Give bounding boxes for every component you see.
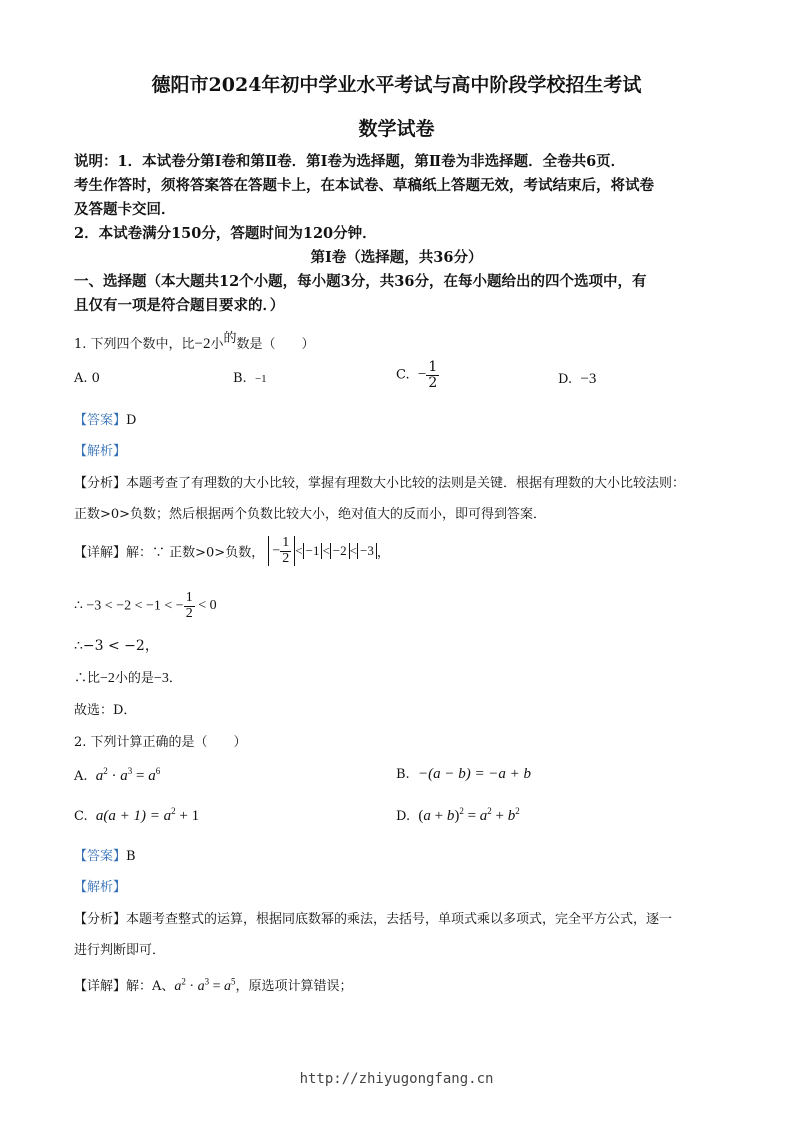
q2-option-c: C. $a(a + 1) = a^2 + 1$ <box>74 806 200 824</box>
q1-fenxi-line-2: 正数>0>负数；然后根据两个负数比较大小，绝对值大的反而小，即可得到答案． <box>74 507 547 522</box>
q2-fenxi-line-1: 【分析】本题考查整式的运算，根据同底数幂的乘法，去括号，单项式乘以多项式，完全平方公式，逐一 <box>74 912 673 927</box>
q2-detail: 【详解】解：A、$a^2 \cdot a^3 = a^5$，原选项计算错误； <box>74 976 353 994</box>
q1-therefore-3: ∴比−2小的是−3． <box>74 671 182 686</box>
q2-answer: 【答案】B <box>74 849 136 864</box>
q1-therefore-2: ∴−3 < −2， <box>74 638 159 654</box>
instruction-line-2: 考生作答时，须将答案答在答题卡上，在本试卷、草稿纸上答题无效，考试结束后，将试卷 <box>74 177 654 194</box>
q2-option-a: A. $a^2 \cdot a^3 = a^6$ <box>74 766 161 784</box>
exam-title: 德阳市2024年初中学业水平考试与高中阶段学校招生考试 <box>151 74 642 96</box>
q1-detail: 【详解】解：∵ 正数>0>负数， − $\frac{1}{2}$ < −1 < −2 < −3 ， <box>74 535 390 566</box>
footer-url[interactable]: http://zhiyugongfang.cn <box>299 1071 494 1087</box>
q1-choose: 故选：D． <box>74 703 137 718</box>
q2-stem: 2. 下列计算正确的是（ ） <box>74 735 247 750</box>
q1-stem: 1. 下列四个数中，比−2小的数是（ ） <box>74 331 315 352</box>
part-heading-line-1: 一、选择题（本大题共12个小题，每小题3分，共36分，在每小题给出的四个选项中，有 <box>74 273 647 290</box>
q1-analysis-tag: 【解析】 <box>74 444 127 459</box>
q1-option-b: B. −1 <box>233 371 267 386</box>
q1-option-d: D. −3 <box>558 371 597 387</box>
q1-answer: 【答案】D <box>74 413 137 428</box>
part-heading-line-2: 且仅有一项是符合题目要求的．） <box>74 297 285 314</box>
q2-option-b: B. −(a − b) = −a + b <box>396 766 532 782</box>
q2-option-d: D. $(a + b)^2 = a^2 + b^2$ <box>396 806 520 824</box>
q1-option-c: C. − $\frac{1}{2}$ <box>396 359 438 391</box>
section-heading: 第Ⅰ卷（选择题，共36分） <box>310 249 483 266</box>
instruction-line-4: 2．本试卷满分150分，答题时间为120分钟． <box>74 225 377 242</box>
instruction-line-3: 及答题卡交回． <box>74 201 176 218</box>
exam-subtitle: 数学试卷 <box>358 118 435 140</box>
q1-therefore-1: ∴ −3 < −2 < −1 < − $\frac{1}{2}$ < 0 <box>74 590 217 621</box>
q2-analysis-tag: 【解析】 <box>74 880 127 895</box>
q1-option-a: A. 0 <box>74 371 100 386</box>
q2-fenxi-line-2: 进行判断即可． <box>74 943 166 958</box>
instruction-line-1: 说明：1．本试卷分第Ⅰ卷和第Ⅱ卷．第Ⅰ卷为选择题，第Ⅱ卷为非选择题．全卷共6页． <box>74 153 626 170</box>
q1-fenxi-line-1: 【分析】本题考查了有理数的大小比较，掌握有理数大小比较的法则是关键．根据有理数的大小比较法则： <box>74 476 686 491</box>
